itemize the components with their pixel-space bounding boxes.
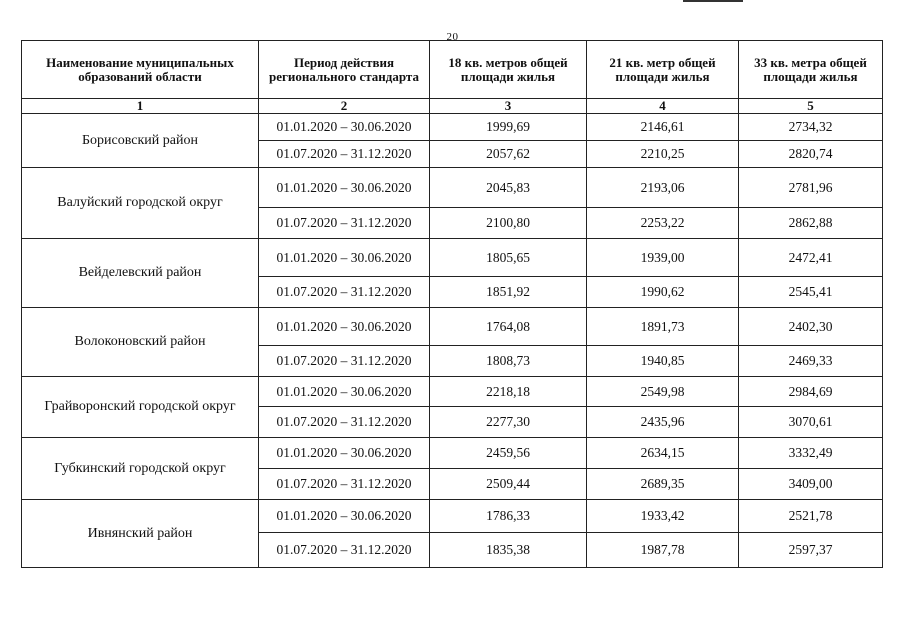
value-33sqm: 2862,88	[739, 208, 883, 239]
value-21sqm: 1990,62	[587, 277, 739, 308]
table-row	[22, 114, 883, 141]
value-21sqm: 1987,78	[587, 533, 739, 568]
regional-standard-table	[21, 40, 883, 568]
value-18sqm: 2277,30	[430, 407, 587, 438]
value-33sqm: 2545,41	[739, 277, 883, 308]
period-cell: 01.01.2020 – 30.06.2020	[259, 308, 430, 346]
municipality-name: Грайворонский городской округ	[22, 377, 259, 438]
column-number: 1	[22, 99, 259, 114]
period-cell: 01.01.2020 – 30.06.2020	[259, 239, 430, 277]
period-cell: 01.01.2020 – 30.06.2020	[259, 438, 430, 469]
table-body	[22, 114, 883, 568]
value-33sqm: 3409,00	[739, 469, 883, 500]
period-cell: 01.01.2020 – 30.06.2020	[259, 114, 430, 141]
value-18sqm: 1851,92	[430, 277, 587, 308]
column-number: 4	[587, 99, 739, 114]
municipality-name: Ивнянский район	[22, 500, 259, 568]
value-21sqm: 1933,42	[587, 500, 739, 533]
value-18sqm: 1999,69	[430, 114, 587, 141]
value-18sqm: 1808,73	[430, 346, 587, 377]
table-row	[22, 377, 883, 407]
column-number: 2	[259, 99, 430, 114]
value-18sqm: 2045,83	[430, 168, 587, 208]
period-cell: 01.07.2020 – 31.12.2020	[259, 469, 430, 500]
header-row	[22, 41, 883, 99]
value-21sqm: 1939,00	[587, 239, 739, 277]
municipality-name: Губкинский городской округ	[22, 438, 259, 500]
value-33sqm: 2521,78	[739, 500, 883, 533]
value-33sqm: 2984,69	[739, 377, 883, 407]
header-18sqm: 18 кв. метров общей площади жилья	[430, 41, 587, 99]
period-cell: 01.07.2020 – 31.12.2020	[259, 208, 430, 239]
table-row	[22, 308, 883, 346]
header-period: Период действия регионального стандарта	[259, 41, 430, 99]
value-18sqm: 2100,80	[430, 208, 587, 239]
value-21sqm: 2435,96	[587, 407, 739, 438]
value-18sqm: 2057,62	[430, 141, 587, 168]
value-18sqm: 1835,38	[430, 533, 587, 568]
value-18sqm: 2459,56	[430, 438, 587, 469]
period-cell: 01.01.2020 – 30.06.2020	[259, 168, 430, 208]
value-21sqm: 2253,22	[587, 208, 739, 239]
table-row	[22, 168, 883, 208]
header-33sqm: 33 кв. метра общей площади жилья	[739, 41, 883, 99]
period-cell: 01.07.2020 – 31.12.2020	[259, 277, 430, 308]
value-33sqm: 2597,37	[739, 533, 883, 568]
column-number: 5	[739, 99, 883, 114]
value-33sqm: 2402,30	[739, 308, 883, 346]
value-33sqm: 2781,96	[739, 168, 883, 208]
top-edge-mark	[683, 0, 743, 2]
value-33sqm: 3070,61	[739, 407, 883, 438]
value-33sqm: 2469,33	[739, 346, 883, 377]
period-cell: 01.01.2020 – 30.06.2020	[259, 500, 430, 533]
column-number: 3	[430, 99, 587, 114]
value-21sqm: 1891,73	[587, 308, 739, 346]
municipality-name: Борисовский район	[22, 114, 259, 168]
period-cell: 01.07.2020 – 31.12.2020	[259, 533, 430, 568]
value-33sqm: 2820,74	[739, 141, 883, 168]
value-21sqm: 2193,06	[587, 168, 739, 208]
value-33sqm: 3332,49	[739, 438, 883, 469]
municipality-name: Волоконовский район	[22, 308, 259, 377]
table-row	[22, 438, 883, 469]
value-18sqm: 2218,18	[430, 377, 587, 407]
period-cell: 01.07.2020 – 31.12.2020	[259, 141, 430, 168]
header-21sqm: 21 кв. метр общей площади жилья	[587, 41, 739, 99]
page-number: 20	[446, 31, 459, 43]
value-21sqm: 2210,25	[587, 141, 739, 168]
value-33sqm: 2472,41	[739, 239, 883, 277]
period-cell: 01.07.2020 – 31.12.2020	[259, 346, 430, 377]
value-21sqm: 2549,98	[587, 377, 739, 407]
period-cell: 01.01.2020 – 30.06.2020	[259, 377, 430, 407]
value-18sqm: 1764,08	[430, 308, 587, 346]
value-21sqm: 1940,85	[587, 346, 739, 377]
municipality-name: Валуйский городской округ	[22, 168, 259, 239]
value-18sqm: 1805,65	[430, 239, 587, 277]
value-18sqm: 2509,44	[430, 469, 587, 500]
table-row	[22, 239, 883, 277]
period-cell: 01.07.2020 – 31.12.2020	[259, 407, 430, 438]
table-row	[22, 500, 883, 533]
value-18sqm: 1786,33	[430, 500, 587, 533]
header-municipality: Наименование муниципальных образований области	[22, 41, 259, 99]
value-21sqm: 2146,61	[587, 114, 739, 141]
municipality-name: Вейделевский район	[22, 239, 259, 308]
value-21sqm: 2634,15	[587, 438, 739, 469]
value-33sqm: 2734,32	[739, 114, 883, 141]
column-number-row	[22, 99, 883, 114]
value-21sqm: 2689,35	[587, 469, 739, 500]
